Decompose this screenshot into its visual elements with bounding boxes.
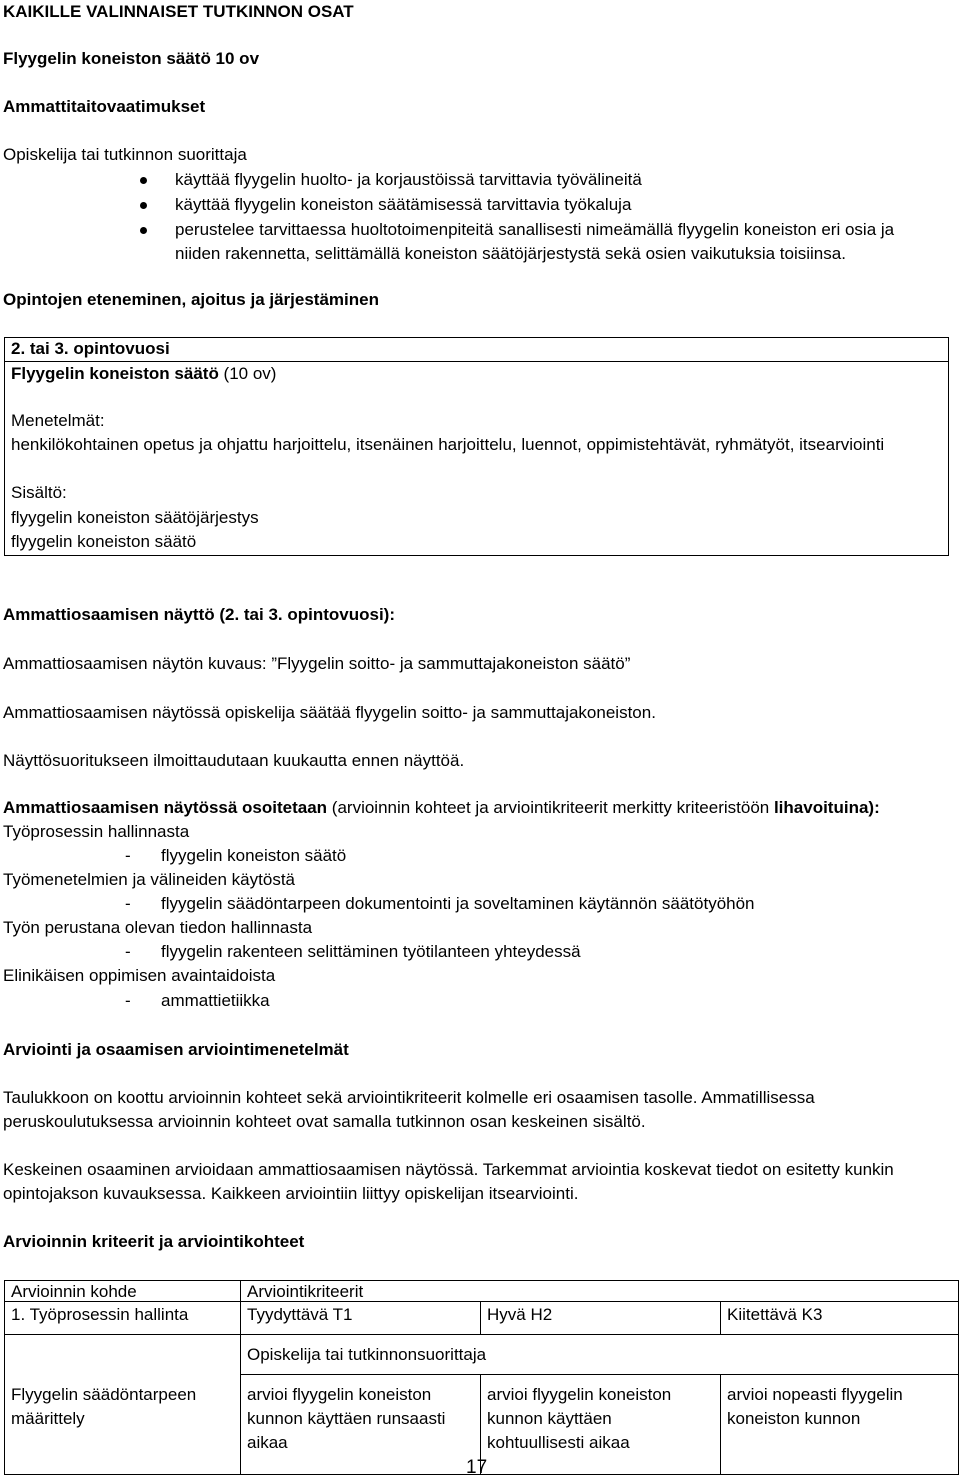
page-title: KAIKILLE VALINNAISET TUTKINNON OSAT (3, 2, 354, 21)
bullet-text: käyttää flyygelin koneiston säätämisessä tarvittavia työkaluja (175, 195, 632, 214)
cell-line: arvioi flyygelin koneiston (487, 1385, 672, 1404)
cell-line: arvioi flyygelin koneiston (247, 1385, 432, 1404)
table-cell-k3 (721, 1375, 959, 1475)
requirements-heading: Ammattitaitovaatimukset (3, 97, 206, 116)
table-header-criteria: Arviointikriteerit (241, 1281, 959, 1302)
content-item: flyygelin koneiston säätöjärjestys (11, 508, 259, 527)
bullet-text: käyttää flyygelin huolto- ja korjaustöissä tarvittavia työvälineitä (175, 170, 642, 189)
cell-line: arvioi nopeasti flyygelin (727, 1385, 903, 1404)
area-item: flyygelin säädöntarpeen dokumentointi ja soveltaminen käytännön säätötyöhön (161, 894, 755, 913)
table-row (5, 1335, 959, 1375)
table-section: 1. Työprosessin hallinta (5, 1302, 241, 1335)
assessment-paragraph-line: opintojakson kuvauksessa. Kaikkeen arviointiin liittyy opiskelijan itsearviointi. (3, 1184, 579, 1203)
shown-line (3, 798, 880, 818)
criteria-table (4, 1280, 959, 1475)
area-item: flyygelin koneiston säätö (161, 846, 347, 865)
assessment-heading: Arviointi ja osaamisen arviointimenetelmät (3, 1040, 349, 1059)
table-cell-target (5, 1375, 241, 1475)
demo-signup: Näyttösuoritukseen ilmoittaudutaan kuukautta ennen näyttöä. (3, 751, 465, 770)
cell-line: määrittely (11, 1408, 85, 1428)
area-label: Työmenetelmien ja välineiden käytöstä (3, 870, 295, 889)
cell-line: koneiston kunnon (727, 1409, 861, 1428)
bullet-icon (140, 227, 147, 234)
area-dash: - (125, 991, 131, 1010)
area-label: Työn perustana olevan tiedon hallinnasta (3, 918, 313, 937)
table-cell-h2 (481, 1375, 721, 1475)
module-title: Flyygelin koneiston säätö 10 ov (3, 49, 260, 68)
course-name (11, 364, 276, 384)
area-dash: - (125, 894, 131, 913)
bullet-icon (140, 177, 147, 184)
course-year: 2. tai 3. opintovuosi (11, 339, 170, 358)
performer-line: Opiskelija tai tutkinnon suorittaja (3, 145, 247, 164)
grade-t1: Tyydyttävä T1 (241, 1302, 481, 1335)
assessment-paragraph-line: Taulukkoon on koottu arvioinnin kohteet sekä arviointikriteerit kolmelle eri osaamisen tasolle. Ammatillisessa (3, 1088, 815, 1107)
assessment-paragraph-line: Keskeinen osaaminen arvioidaan ammattiosaamisen näytössä. Tarkemmat arviointia koskevat tiedot on esitetty kunkin (3, 1160, 894, 1179)
area-label: Työprosessin hallinnasta (3, 822, 190, 841)
area-item: ammattietiikka (161, 991, 270, 1010)
box-divider (4, 361, 949, 362)
cell-line: kunnon käyttäen runsaasti (247, 1409, 446, 1428)
bullet-text: niiden rakennetta, selittämällä koneiston säätöjärjestystä sekä osien vaikutuksia toisiinsa. (175, 244, 846, 263)
shown-bold-end: lihavoituina): (773, 798, 880, 817)
cell-line: Flyygelin säädöntarpeen (11, 1384, 197, 1404)
table-row (5, 1302, 959, 1335)
bullet-icon (140, 202, 147, 209)
table-cell-t1 (241, 1375, 481, 1475)
content-label: Sisältö: (11, 483, 67, 502)
grade-h2: Hyvä H2 (481, 1302, 721, 1335)
methods-label: Menetelmät: (11, 411, 105, 430)
area-item: flyygelin rakenteen selittäminen työtilanteen yhteydessä (161, 942, 581, 961)
criteria-heading: Arvioinnin kriteerit ja arviointikohteet (3, 1232, 305, 1251)
shown-middle: (arvioinnin kohteet ja arviointikriteerit merkitty kriteeristöön (327, 798, 774, 817)
cell-line: kohtuullisesti aikaa (487, 1433, 630, 1452)
table-subject: Opiskelija tai tutkinnonsuorittaja (241, 1335, 959, 1375)
demo-heading: Ammattiosaamisen näyttö (2. tai 3. opintovuosi): (3, 605, 396, 624)
grade-k3: Kiitettävä K3 (721, 1302, 959, 1335)
bullet-text: perustelee tarvittaessa huoltotoimenpiteitä sanallisesti nimeämällä flyygelin koneiston eri osia ja (175, 220, 895, 239)
page-number: 17 (466, 1457, 488, 1478)
methods-text: henkilökohtainen opetus ja ohjattu harjoittelu, itsenäinen harjoittelu, luennot, oppimistehtävät, ryhmätyöt, itsearviointi (11, 435, 885, 454)
content-item: flyygelin koneiston säätö (11, 532, 197, 551)
cell-line: kunnon käyttäen (487, 1409, 612, 1428)
cell-line: aikaa (247, 1433, 288, 1452)
area-dash: - (125, 942, 131, 961)
course-name-rest: (10 ov) (218, 364, 277, 383)
course-name-bold: Flyygelin koneiston säätö (11, 364, 219, 383)
assessment-paragraph-line: peruskoulutuksessa arvioinnin kohteet ovat samalla tutkinnon osan keskeinen sisältö. (3, 1112, 646, 1131)
table-row (5, 1281, 959, 1302)
progress-heading: Opintojen eteneminen, ajoitus ja järjestäminen (3, 290, 379, 309)
demo-description: Ammattiosaamisen näytön kuvaus: ”Flyygelin soitto- ja sammuttajakoneiston säätö” (3, 654, 631, 673)
area-dash: - (125, 846, 131, 865)
shown-bold-start: Ammattiosaamisen näytössä osoitetaan (3, 798, 328, 817)
area-label: Elinikäisen oppimisen avaintaidoista (3, 966, 276, 985)
table-header-target: Arvioinnin kohde (5, 1281, 241, 1302)
demo-task: Ammattiosaamisen näytössä opiskelija säätää flyygelin soitto- ja sammuttajakoneiston. (3, 703, 656, 722)
